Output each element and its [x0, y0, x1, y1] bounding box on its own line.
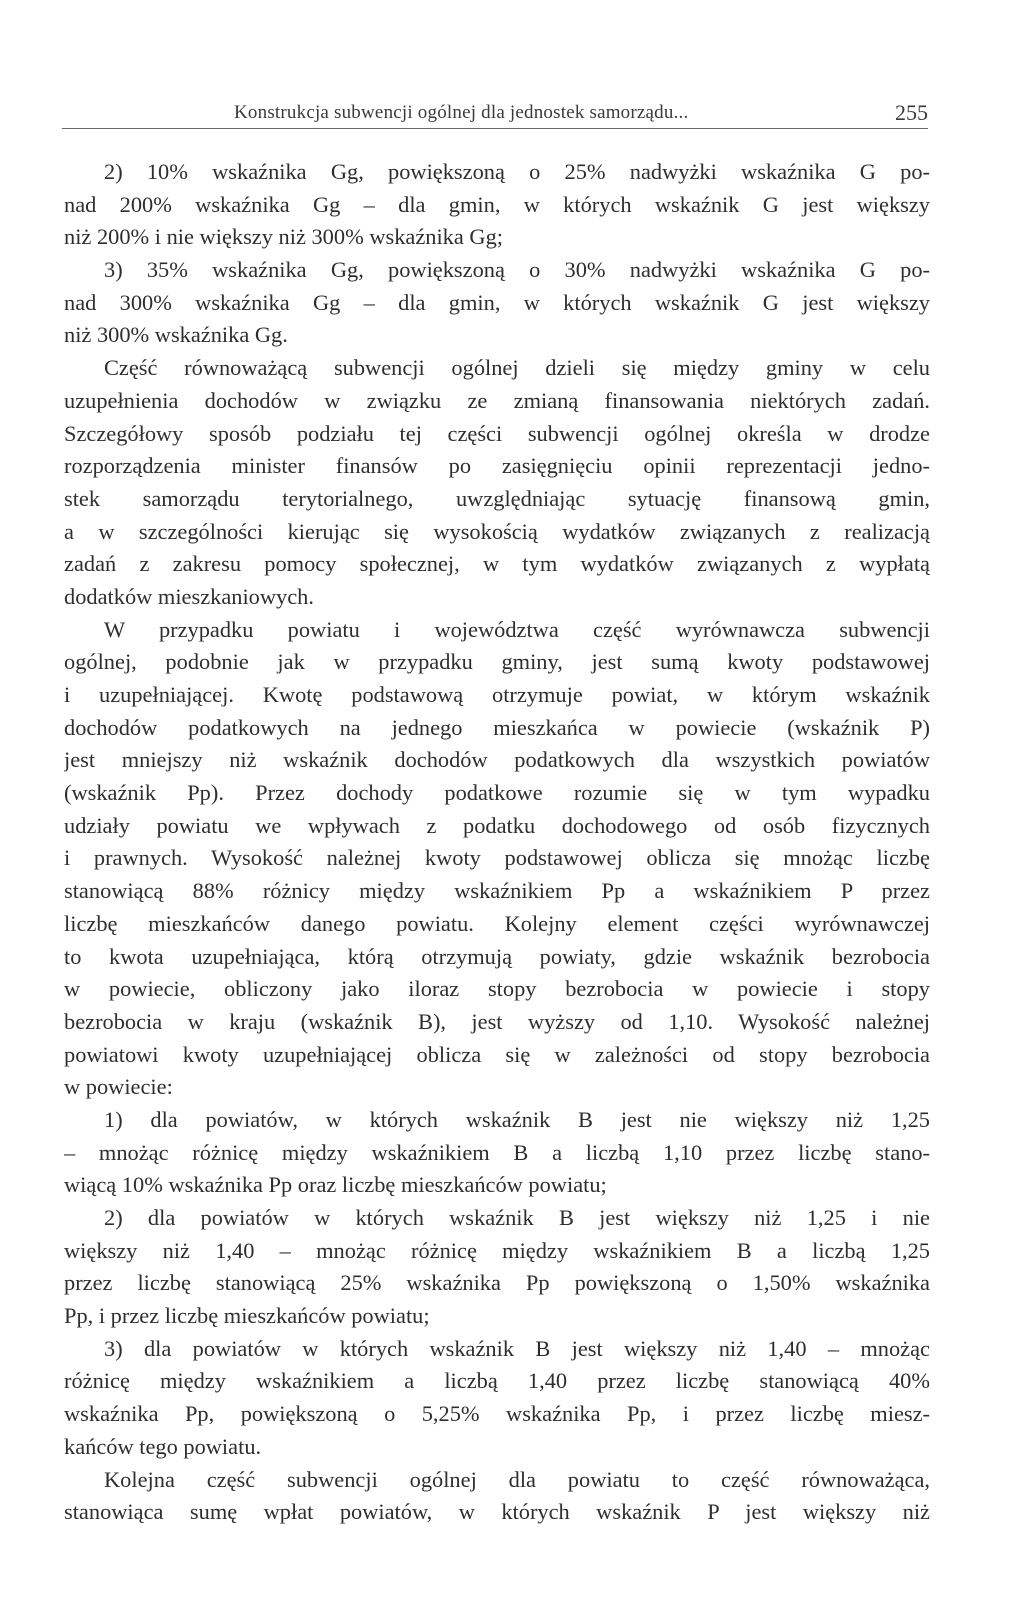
text-line: 1) dla powiatów, w których wskaźnik B jest nie większy niż 1,25 — [104, 1106, 930, 1132]
text-line: ogólnej, podobnie jak w przypadku gminy, jest sumą kwoty podstawowej — [64, 649, 930, 675]
text-line: dochodów podatkowych na jednego mieszkańca w powiecie (wskaźnik P) — [64, 714, 930, 740]
text-line: a w szczególności kierując się wysokością wydatków związanych z realizacją — [64, 518, 930, 544]
text-line: Pp, i przez liczbę mieszkańców powiatu; — [64, 1303, 430, 1329]
text-line: W przypadku powiatu i województwa część wyrównawcza subwencji — [104, 616, 930, 642]
text-line: stek samorządu terytorialnego, uwzględniając sytuację finansową gmin, — [64, 485, 930, 511]
text-line: jest mniejszy niż wskaźnik dochodów podatkowych dla wszystkich powiatów — [64, 747, 930, 773]
running-header — [62, 98, 928, 129]
text-line: i prawnych. Wysokość należnej kwoty podstawowej oblicza się mnożąc liczbę — [64, 845, 930, 871]
text-line: uzupełnienia dochodów w związku ze zmianą finansowania niektórych zadań. — [64, 387, 930, 413]
text-line: – mnożąc różnicę między wskaźnikiem B a liczbą 1,10 przez liczbę stano- — [64, 1139, 930, 1165]
text-line: to kwota uzupełniająca, którą otrzymują powiaty, gdzie wskaźnik bezrobocia — [64, 943, 930, 969]
text-line: udziały powiatu we wpływach z podatku dochodowego od osób fizycznych — [64, 812, 930, 838]
text-line: nad 200% wskaźnika Gg – dla gmin, w których wskaźnik G jest większy — [64, 191, 930, 217]
text-line: Część równoważącą subwencji ogólnej dzieli się między gminy w celu — [104, 355, 930, 381]
text-line: stanowiąca sumę wpłat powiatów, w których wskaźnik P jest większy niż — [64, 1499, 930, 1525]
text-line: w powiecie, obliczony jako iloraz stopy bezrobocia w powiecie i stopy — [64, 976, 930, 1002]
text-line: (wskaźnik Pp). Przez dochody podatkowe rozumie się w tym wypadku — [64, 780, 930, 806]
text-line: niż 200% i nie większy niż 300% wskaźnika Gg; — [64, 224, 504, 250]
body-text — [64, 156, 930, 1529]
page-number: 255 — [895, 100, 928, 125]
text-line: w powiecie: — [64, 1074, 173, 1100]
text-line: liczbę mieszkańców danego powiatu. Kolejny element części wyrównawczej — [64, 910, 930, 936]
text-line: 2) 10% wskaźnika Gg, powiększoną o 25% nadwyżki wskaźnika G po- — [104, 159, 930, 184]
text-line: 3) dla powiatów w których wskaźnik B jest większy niż 1,40 – mnożąc — [104, 1335, 930, 1361]
text-line: stanowiącą 88% różnicy między wskaźnikiem Pp a wskaźnikiem P przez — [64, 878, 930, 904]
text-line: niż 300% wskaźnika Gg. — [64, 322, 288, 348]
text-line: 3) 35% wskaźnika Gg, powiększoną o 30% nadwyżki wskaźnika G po- — [104, 257, 930, 283]
text-line: nad 300% wskaźnika Gg – dla gmin, w których wskaźnik G jest większy — [64, 289, 930, 315]
text-line: dodatków mieszkaniowych. — [64, 583, 314, 609]
text-line: bezrobocia w kraju (wskaźnik B), jest wyższy od 1,10. Wysokość należnej — [64, 1008, 930, 1034]
text-line: przez liczbę stanowiącą 25% wskaźnika Pp powiększoną o 1,50% wskaźnika — [64, 1270, 930, 1296]
text-line: i uzupełniającej. Kwotę podstawową otrzymuje powiat, w którym wskaźnik — [64, 682, 930, 707]
text-line: różnicę między wskaźnikiem a liczbą 1,40 przez liczbę stanowiącą 40% — [64, 1368, 930, 1394]
text-line: Szczegółowy sposób podziału tej części subwencji ogólnej określa w drodze — [64, 420, 930, 446]
text-line: rozporządzenia minister finansów po zasięgnięciu opinii reprezentacji jedno- — [64, 453, 930, 479]
text-line: wskaźnika Pp, powiększoną o 5,25% wskaźnika Pp, i przez liczbę miesz- — [64, 1401, 930, 1427]
text-line: Kolejna część subwencji ogólnej dla powiatu to część równoważąca, — [104, 1466, 930, 1492]
text-line: wiącą 10% wskaźnika Pp oraz liczbę mieszkańców powiatu; — [64, 1172, 607, 1198]
text-line: 2) dla powiatów w których wskaźnik B jest większy niż 1,25 i nie — [104, 1205, 930, 1230]
text-line: kańców tego powiatu. — [64, 1433, 262, 1459]
text-line: zadań z zakresu pomocy społecznej, w tym wydatków związanych z wypłatą — [64, 551, 930, 577]
text-line: powiatowi kwoty uzupełniającej oblicza się w zależności od stopy bezrobocia — [64, 1041, 930, 1067]
text-line: większy niż 1,40 – mnożąc różnicę między wskaźnikiem B a liczbą 1,25 — [64, 1237, 930, 1263]
running-header-title: Konstrukcja subwencji ogólnej dla jednostek samorządu... — [234, 102, 689, 123]
